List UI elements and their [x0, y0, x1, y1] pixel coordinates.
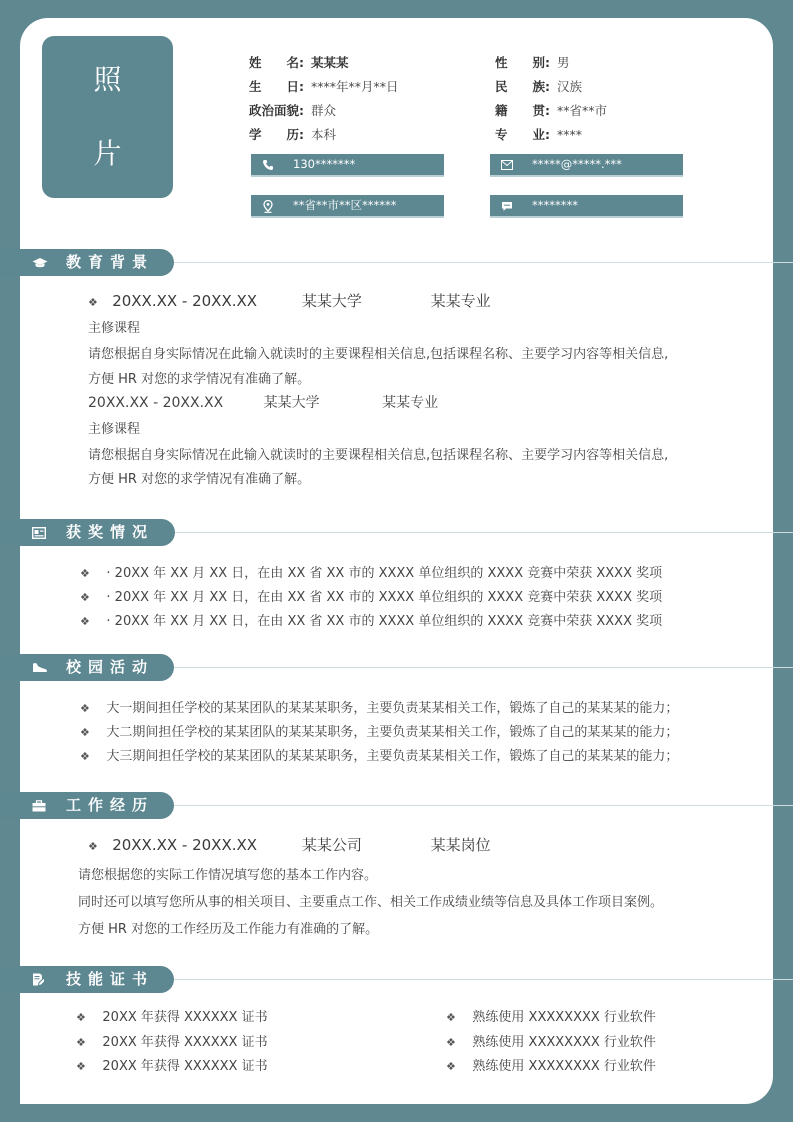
section-title: 获奖情况: [66, 523, 155, 541]
skill-software-text: 熟练使用 XXXXXXXX 行业软件: [472, 1035, 656, 1050]
skill-software-item: [446, 1055, 656, 1074]
skill-cert-item: [76, 1006, 268, 1025]
work-company: 某某公司: [301, 836, 362, 854]
profile-key: 籍 贯:: [495, 103, 550, 118]
work-entry: [88, 834, 491, 855]
bullet-icon: ❖: [76, 1011, 86, 1024]
education-date: 20XX.XX - 20XX.XX: [112, 292, 258, 310]
work-position: 某某岗位: [430, 836, 491, 854]
location-icon: [261, 195, 275, 216]
course-title: 主修课程: [88, 321, 141, 336]
wechat-bar: [490, 195, 683, 218]
skill-cert-text: 20XX 年获得 XXXXXX 证书: [102, 1035, 268, 1050]
education-major: 某某专业: [382, 395, 439, 411]
photo-label-1: 照: [93, 63, 122, 96]
work-desc: 请您根据您的实际工作情况填写您的基本工作内容。: [78, 868, 378, 883]
profile-row: [495, 51, 607, 75]
education-school: 某某大学: [301, 292, 362, 310]
profile-key: 性 别:: [495, 55, 550, 70]
phone-icon: [261, 154, 275, 175]
work-desc: 同时还可以填写您所从事的相关项目、主要重点工作、相关工作成绩业绩等信息及具体工作项目案例。: [78, 895, 664, 910]
bullet-icon: ❖: [80, 726, 90, 739]
profile-row: [249, 99, 399, 123]
award-text: · 20XX 年 XX 月 XX 日，在由 XX 省 XX 市的 XXXX 单位组织的 XXXX 竞赛中荣获 XXXX 奖项: [106, 590, 663, 605]
profile-name: 某某某: [311, 55, 349, 70]
award-item: [80, 610, 662, 629]
skill-cert-item: [76, 1055, 268, 1074]
profile-value: ****年**月**日: [311, 79, 399, 94]
section-header-awards: [0, 519, 175, 546]
bullet-icon: ❖: [80, 750, 90, 763]
work-date: 20XX.XX - 20XX.XX: [112, 836, 258, 854]
education-major: 某某专业: [430, 292, 491, 310]
award-text: · 20XX 年 XX 月 XX 日，在由 XX 省 XX 市的 XXXX 单位组织的 XXXX 竞赛中荣获 XXXX 奖项: [106, 614, 663, 629]
bullet-icon: ❖: [446, 1036, 456, 1049]
wechat-text: ********: [532, 198, 578, 212]
award-text: · 20XX 年 XX 月 XX 日，在由 XX 省 XX 市的 XXXX 单位组织的 XXXX 竞赛中荣获 XXXX 奖项: [106, 566, 663, 581]
email-text: *****@*****.***: [532, 157, 622, 171]
email-bar: [490, 154, 683, 177]
skill-software-item: [446, 1006, 656, 1025]
bullet-icon: ❖: [76, 1060, 86, 1073]
bullet-icon: ❖: [446, 1060, 456, 1073]
briefcase-icon: [32, 792, 46, 819]
profile-value: 男: [557, 55, 570, 70]
course-title: 主修课程: [88, 422, 141, 437]
profile-row: [249, 75, 399, 99]
bullet-icon: ❖: [76, 1036, 86, 1049]
award-item: [80, 562, 662, 581]
profile-row: [495, 75, 607, 99]
award-item: [80, 586, 662, 605]
bullet-icon: ❖: [80, 591, 90, 604]
course-desc: 请您根据自身实际情况在此输入就读时的主要课程相关信息,包括课程名称、主要学习内容等相关信息,: [88, 347, 669, 362]
section-title: 工作经历: [66, 796, 155, 814]
campus-item: [80, 697, 678, 716]
profile-key: 姓 名:: [249, 55, 304, 70]
section-header-education: [0, 249, 174, 276]
profile-value: **省**市: [557, 103, 608, 118]
campus-text: 大一期间担任学校的某某团队的某某某职务，主要负责某某相关工作，锻炼了自己的某某某的能力；: [106, 701, 679, 716]
campus-item: [80, 721, 678, 740]
work-desc: 方便 HR 对您的工作经历及工作能力有准确的了解。: [78, 922, 379, 937]
profile-value: 汉族: [557, 79, 583, 94]
profile-key: 政治面貌:: [249, 103, 304, 118]
bullet-icon: ❖: [80, 615, 90, 628]
chat-icon: [500, 195, 514, 216]
profile-key: 民 族:: [495, 79, 550, 94]
certificate-icon: [32, 519, 46, 546]
skill-cert-text: 20XX 年获得 XXXXXX 证书: [102, 1010, 268, 1025]
profile-row: [495, 123, 607, 147]
profile-right: [495, 51, 607, 147]
education-date: 20XX.XX - 20XX.XX: [88, 395, 224, 411]
shoe-icon: [32, 654, 48, 681]
section-header-work: [0, 792, 174, 819]
profile-row: [249, 123, 399, 147]
course-desc: 请您根据自身实际情况在此输入就读时的主要课程相关信息,包括课程名称、主要学习内容等相关信息,: [88, 448, 669, 463]
skill-cert-item: [76, 1031, 268, 1050]
course-desc: 方便 HR 对您的求学情况有准确了解。: [88, 472, 311, 487]
skill-software-text: 熟练使用 XXXXXXXX 行业软件: [472, 1010, 656, 1025]
phone-text: 130*******: [293, 157, 356, 171]
document-edit-icon: [32, 966, 44, 993]
education-entry-1: [88, 290, 491, 311]
mail-icon: [500, 154, 514, 175]
campus-item: [80, 745, 678, 764]
education-entry-2: [88, 392, 438, 412]
profile-value: 本科: [311, 127, 337, 142]
profile-key: 学 历:: [249, 127, 304, 142]
campus-text: 大三期间担任学校的某某团队的某某某职务，主要负责某某相关工作，锻炼了自己的某某某的能力；: [106, 749, 679, 764]
skill-software-item: [446, 1031, 656, 1050]
skill-software-text: 熟练使用 XXXXXXXX 行业软件: [472, 1059, 656, 1074]
bullet-icon: ❖: [88, 296, 98, 309]
bullet-icon: ❖: [446, 1011, 456, 1024]
profile-value: 群众: [311, 103, 337, 118]
section-title: 教育背景: [66, 253, 155, 271]
bullet-icon: ❖: [88, 840, 98, 853]
profile-key: 生 日:: [249, 79, 304, 94]
photo-label-2: 片: [93, 137, 122, 170]
address-text: **省**市**区******: [293, 198, 397, 212]
section-header-skills: [0, 966, 174, 993]
phone-bar: [251, 154, 444, 177]
profile-value: ****: [557, 127, 582, 142]
course-desc: 方便 HR 对您的求学情况有准确了解。: [88, 372, 311, 387]
photo-placeholder: [42, 36, 173, 198]
profile-left: [249, 51, 399, 147]
education-school: 某某大学: [263, 395, 320, 411]
section-title: 校园活动: [66, 658, 155, 676]
section-title: 技能证书: [66, 970, 155, 988]
address-bar: [251, 195, 444, 218]
profile-key: 专 业:: [495, 127, 550, 142]
profile-row: [495, 99, 607, 123]
campus-text: 大二期间担任学校的某某团队的某某某职务，主要负责某某相关工作，锻炼了自己的某某某的能力；: [106, 725, 679, 740]
graduation-cap-icon: [32, 249, 48, 276]
section-header-campus: [0, 654, 174, 681]
bullet-icon: ❖: [80, 567, 90, 580]
profile-row: [249, 51, 399, 75]
skill-cert-text: 20XX 年获得 XXXXXX 证书: [102, 1059, 268, 1074]
bullet-icon: ❖: [80, 702, 90, 715]
